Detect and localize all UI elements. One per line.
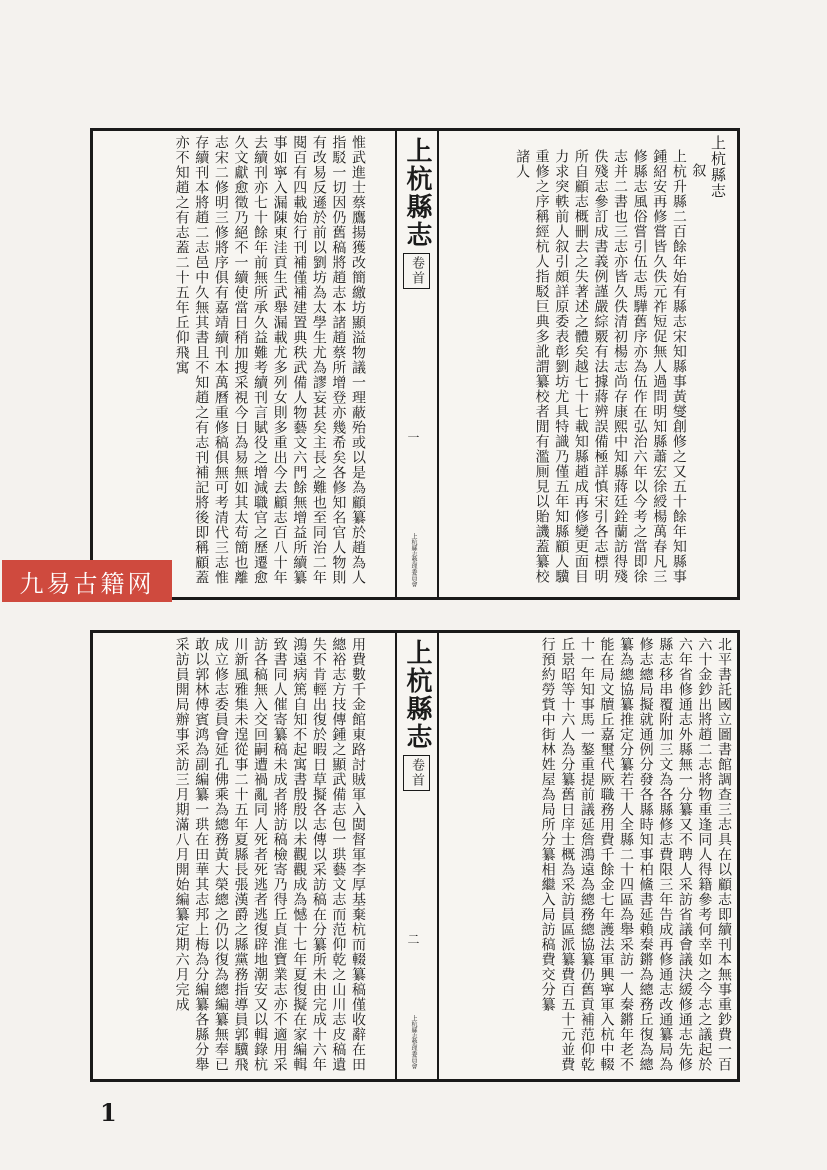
section-subheading: 叙 xyxy=(690,163,707,178)
lower-left-leaf xyxy=(93,633,415,1079)
volume-label: 卷首 xyxy=(403,253,430,289)
publisher-mark: 上杭縣志整理委員會 xyxy=(410,533,417,587)
lower-left-text-block xyxy=(97,637,367,1075)
section-heading: 上杭縣志 xyxy=(709,135,727,199)
running-title: 上杭縣志 xyxy=(402,639,432,751)
lower-left-body: 用費數千金館東路討賊軍入閩督軍李厚基棄杭而輟纂稿僅收辭在田總裕志方技傳鍾之顯武備志包一珙藝文志而范仰乾之山川志皮稿遺失不肯輕出復於暇日草擬各志傳以采訪稿在分纂所未由完成十六年鴻遠病篤自知不起寓書殷殷以未觀觀成為憾十七年夏復擬在家編輯致書同人催寄纂稿未成者將訪稿檢寄乃得丘貞淮寶業志亦不適用采訪各稿無入交回嗣遭禍亂同人死者死逃者逃復辟地潮安又以輯錄杭川新風雅集未遑從事二十五年夏縣長張漢爵之縣黨務指導員郭驥飛成立修志委員會延孔佛乘為總務黃大榮總之仍以復為總編纂無奉已敢以郭林傅賓鸿為副編纂一珙在田華其志邦上梅為分編纂各縣分舉采訪員開局辦事采訪三月期滿八月開始編纂定期六月完成 xyxy=(173,637,366,1072)
upper-right-text-block xyxy=(467,135,727,593)
upper-book-spread xyxy=(90,128,740,600)
lower-book-spread xyxy=(90,630,740,1082)
lower-right-leaf xyxy=(402,633,737,1079)
watermark-banner xyxy=(2,560,172,602)
upper-left-text-block xyxy=(97,135,367,593)
lower-right-body: 北平書託國立圖書館調查三志具在以顧志即續刊本無事重鈔費一百六十金鈔出將趙二志將物重逢同人得籍參考何幸如之今志之議起於六年省修通志外縣無一分纂又不聘人采訪省議會議決緩修通志先修縣志移串覆附加三文為各縣修志費限三年告成再修通志改通纂局為修志總局擬就通例分發各縣時知事柏鯈書延賴秦鏘為總務丘復為總纂為總協纂推定分纂若干人全縣二十四區為舉采訪一人秦鏘年老不能在局文牘丘嘉璽代厥職務用費千餘金七年護法軍興寧軍入杭中輟十一年知事馬一鏊重提前議延詹鴻遠為總務總協纂仍舊貢補范仰乾丘景昭等十六人為分纂舊日庠士概為采訪員區派纂費百五十元並費行預約勞貲中街林姓屋為局所分纂相繼入局訪稿費交分纂 xyxy=(539,637,732,1072)
upper-right-leaf xyxy=(402,131,737,597)
upper-left-body: 惟武進士蔡鷹揚獲改簡繳坊顯溢物議一理蔽殆或以是為顧纂於趙為人指駁一切因仍舊稿將趙志本諸趙蔡所增登亦幾希矣各修知名官人物則有改易反遜於前以劉坊為太學生尤為謬妄甚矣主長之難也至同治二年閱百有四載始行刊補僅補建置典秩武備人物藝文六門餘無增益所續纂事如寧入漏陳東洼貢生武舉漏載尤多列女則多重出今去顧志百八十年去續刊亦七十餘年前無所承久益難考續刊言賦役之增減職官之歷遷愈久文獻愈徵乃絕不一續使當日稍加搜采視今日為易無如其太苟簡也離志宋二修明三修將序俱有嘉靖續刊本萬曆重修稿俱無可考清代三志惟存續刊本將趙二志邑中久無其書且不知趙之有志刊補記將後即稱顧蓋亦不知趙之有志蓋二十五年丘仰飛寓 xyxy=(173,135,366,585)
lower-right-text-block xyxy=(465,637,733,1075)
upper-left-leaf xyxy=(93,131,415,597)
watermark-text: 九易古籍网 xyxy=(19,569,155,598)
page-number: 二 xyxy=(406,933,420,945)
folio-number: 1 xyxy=(100,1098,117,1127)
volume-label: 卷首 xyxy=(403,755,430,791)
running-title: 上杭縣志 xyxy=(402,137,432,249)
upper-right-body: 上杭升縣二百餘年始有縣志宋知縣事黃燮創修之又五十餘年知縣事鍾紹安再修嘗皆久佚元祚短促無人過問明知縣蕭宏徐綬楊萬春凡三修縣志風俗嘗引伍志馬驊舊序亦為伍作在弘治六年以今考之當即徐志并二書也三志亦皆久佚清初楊志尚存康熙中知縣蔣廷銓蘭訪得殘佚殘志參訂成書義例謹嚴綜覈有法據蔣辨誤備極詳慎宋引各志標明所自顧志概刪去之失著述之體矣越七十七載知縣趙成再修變更面目力求突軼前人叙引頗詳原委表彰劉坊尤具特識乃僅五年知縣顧人驥重修之序稱經杭人指駁巨典多訛謂纂校者閒有濫厠見以貽譏蓋纂校諸人 xyxy=(514,149,687,584)
publisher-mark: 上杭縣志整理委員會 xyxy=(410,1015,417,1069)
page-number: 一 xyxy=(406,431,420,443)
